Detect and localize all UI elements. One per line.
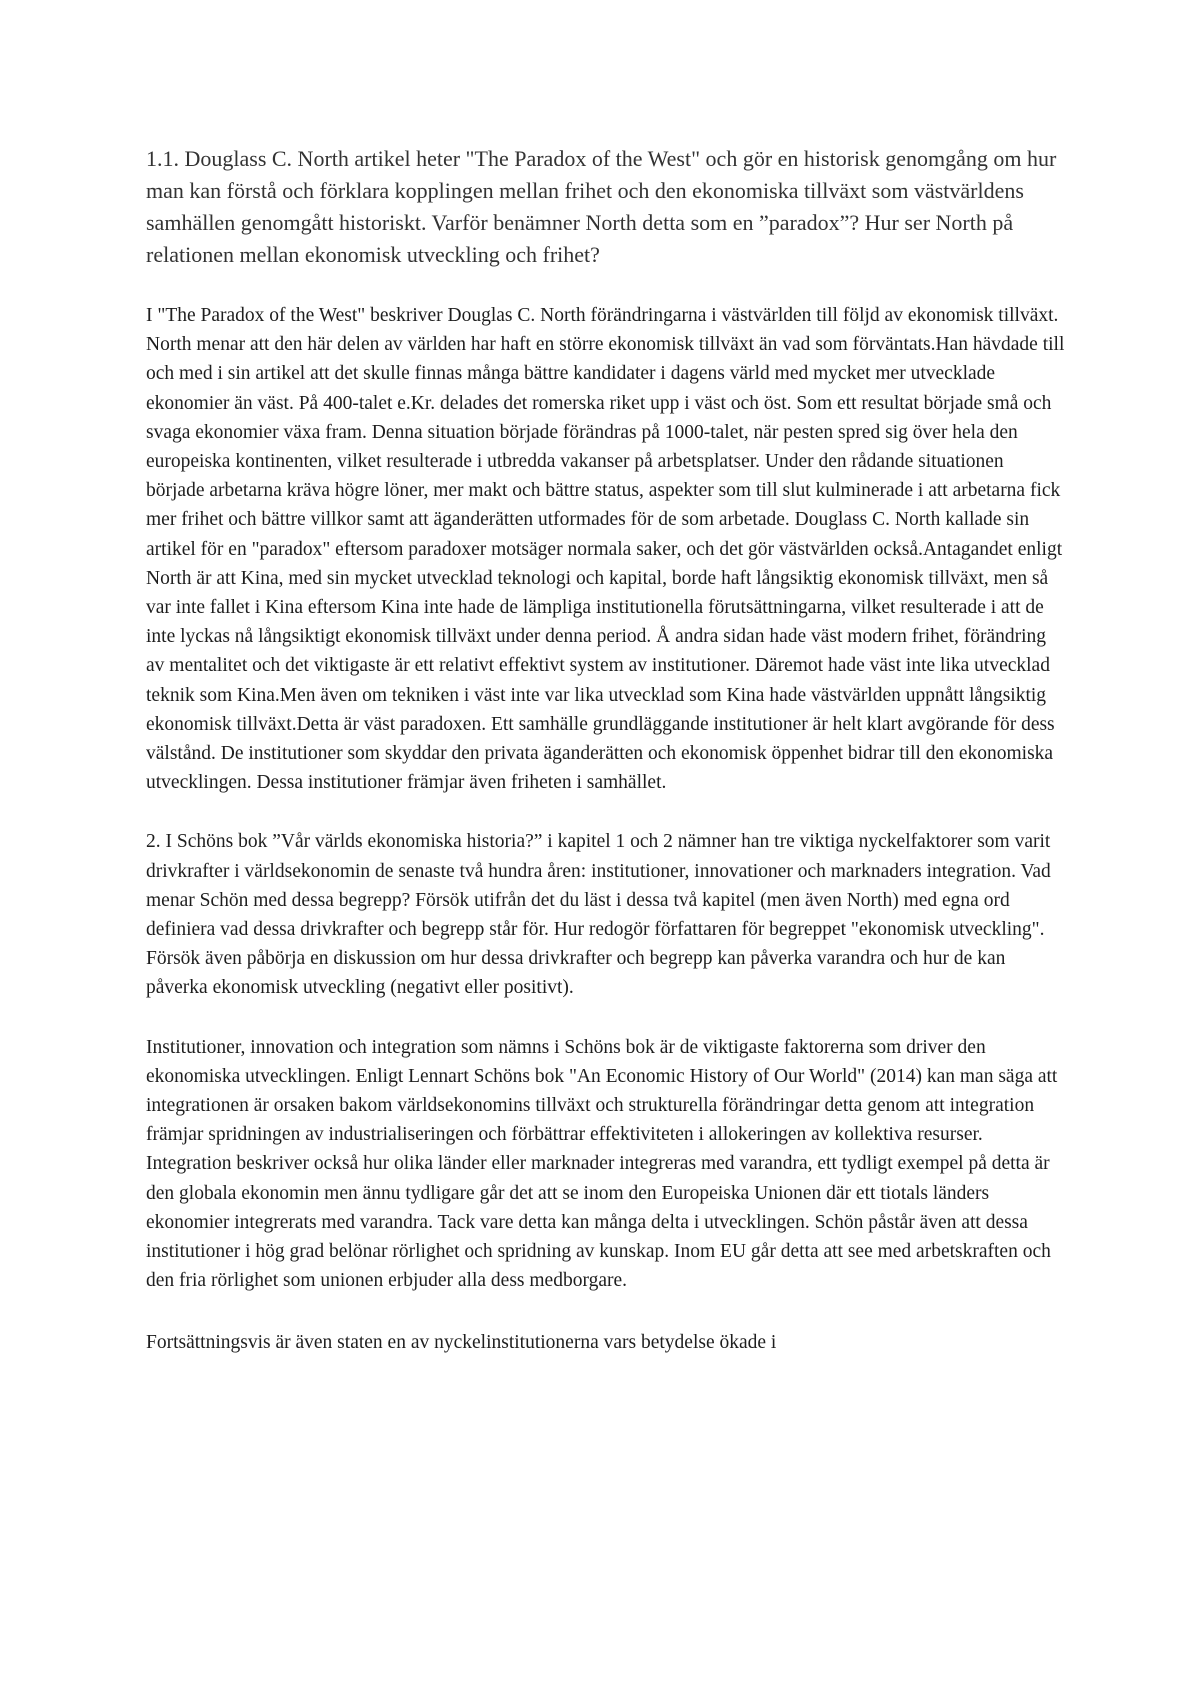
question-2: 2. I Schöns bok ”Vår världs ekonomiska historia?” i kapitel 1 och 2 nämner han tre viktiga nyckelfaktorer som varit drivkrafter i världsekonomin de senaste två hundra åren: institutioner, innovationer och marknaders integration. Vad menar Schön med dessa begrepp? Försök utifrån det du läst i dessa två kapitel (men även North) med egna ord definiera vad dessa drivkrafter och begrepp står för. Hur redogör författaren för begreppet "ekonomisk utveckling". Försök även påbörja en diskussion om hur dessa drivkrafter och begrepp kan påverka varandra och hur de kan påverka ekonomisk utveckling (negativt eller positivt).	[146, 831, 1051, 999]
answer-3-start: Fortsättningsvis är även staten en av nyckelinstitutionerna vars betydelse ökade i	[146, 1331, 777, 1353]
document-body	[146, 143, 1066, 1387]
answer-1: I "The Paradox of the West" beskriver Douglas C. North förändringarna i västvärlden till följd av ekonomisk tillväxt. North menar att den här delen av världen har haft en större ekonomisk tillväxt än vad som förväntats.Han hävdade till och med i sin artikel att det skulle finnas många bättre kandidater i dagens värld med mycket mer utvecklade ekonomier än väst. På 400-talet e.Kr. delades det romerska riket upp i väst och öst. Som ett resultat började små och svaga ekonomier växa fram. Denna situation började förändras på 1000-talet, när pesten spred sig över hela den europeiska kontinenten, vilket resulterade i utbredda vakanser på arbetsplatser. Under den rådande situationen började arbetarna kräva högre löner, mer makt och bättre status, aspekter som till slut kulminerade i att arbetarna fick mer frihet och bättre villkor samt att äganderätten utformades för de som arbetade. Douglass C. North kallade sin artikel för en "paradox" eftersom paradoxer motsäger normala saker, och det gör västvärlden också.Antagandet enligt North är att Kina, med sin mycket utvecklad teknologi och kapital, borde haft långsiktig ekonomisk tillväxt, men så var inte fallet i Kina eftersom Kina inte hade de lämpliga institutionella förutsättningarna, vilket resulterade i att de inte lyckas nå långsiktigt ekonomisk tillväxt under denna period. Å andra sidan hade väst modern frihet, förändring av mentalitet och det viktigaste är ett relativt effektivt system av institutioner. Däremot hade väst inte lika utvecklad teknik som Kina.Men även om tekniken i väst inte var lika utvecklad som Kina hade västvärlden uppnått långsiktig ekonomisk tillväxt.Detta är väst paradoxen. Ett samhälle grundläggande institutioner är helt klart avgörande för dess välstånd. De institutioner som skyddar den privata äganderätten och ekonomisk öppenhet bidrar till den ekonomiska utvecklingen. Dessa institutioner främjar även friheten i samhället.	[146, 305, 1065, 794]
answer-2: Institutioner, innovation och integration som nämns i Schöns bok är de viktigaste faktorerna som driver den ekonomiska utvecklingen. Enligt Lennart Schöns bok "An Economic History of Our World" (2014) kan man säga att integrationen är orsaken bakom världsekonomins tillväxt och strukturella förändringar detta genom att integration främjar spridningen av industrialiseringen och förbättrar effektiviteten i allokeringen av kollektiva resurser. Integration beskriver också hur olika länder eller marknader integreras med varandra, ett tydligt exempel på detta är den globala ekonomin men ännu tydligare går det att se inom den Europeiska Unionen där ett tiotals länders ekonomier integrerats med varandra. Tack vare detta kan många delta i utvecklingen. Schön påstår även att dessa institutioner i hög grad belönar rörlighet och spridning av kunskap. Inom EU går detta att see med arbetskraften och den fria rörlighet som unionen erbjuder alla dess medborgare.	[146, 1036, 1058, 1292]
question-1: 1.1. Douglass C. North artikel heter "The Paradox of the West" och gör en historisk genomgång om hur man kan förstå och förklara kopplingen mellan frihet och den ekonomiska tillväxt som västvärldens samhällen genomgått historiskt. Varför benämner North detta som en ”paradox”? Hur ser North på relationen mellan ekonomisk utveckling och frihet?	[146, 146, 1057, 267]
